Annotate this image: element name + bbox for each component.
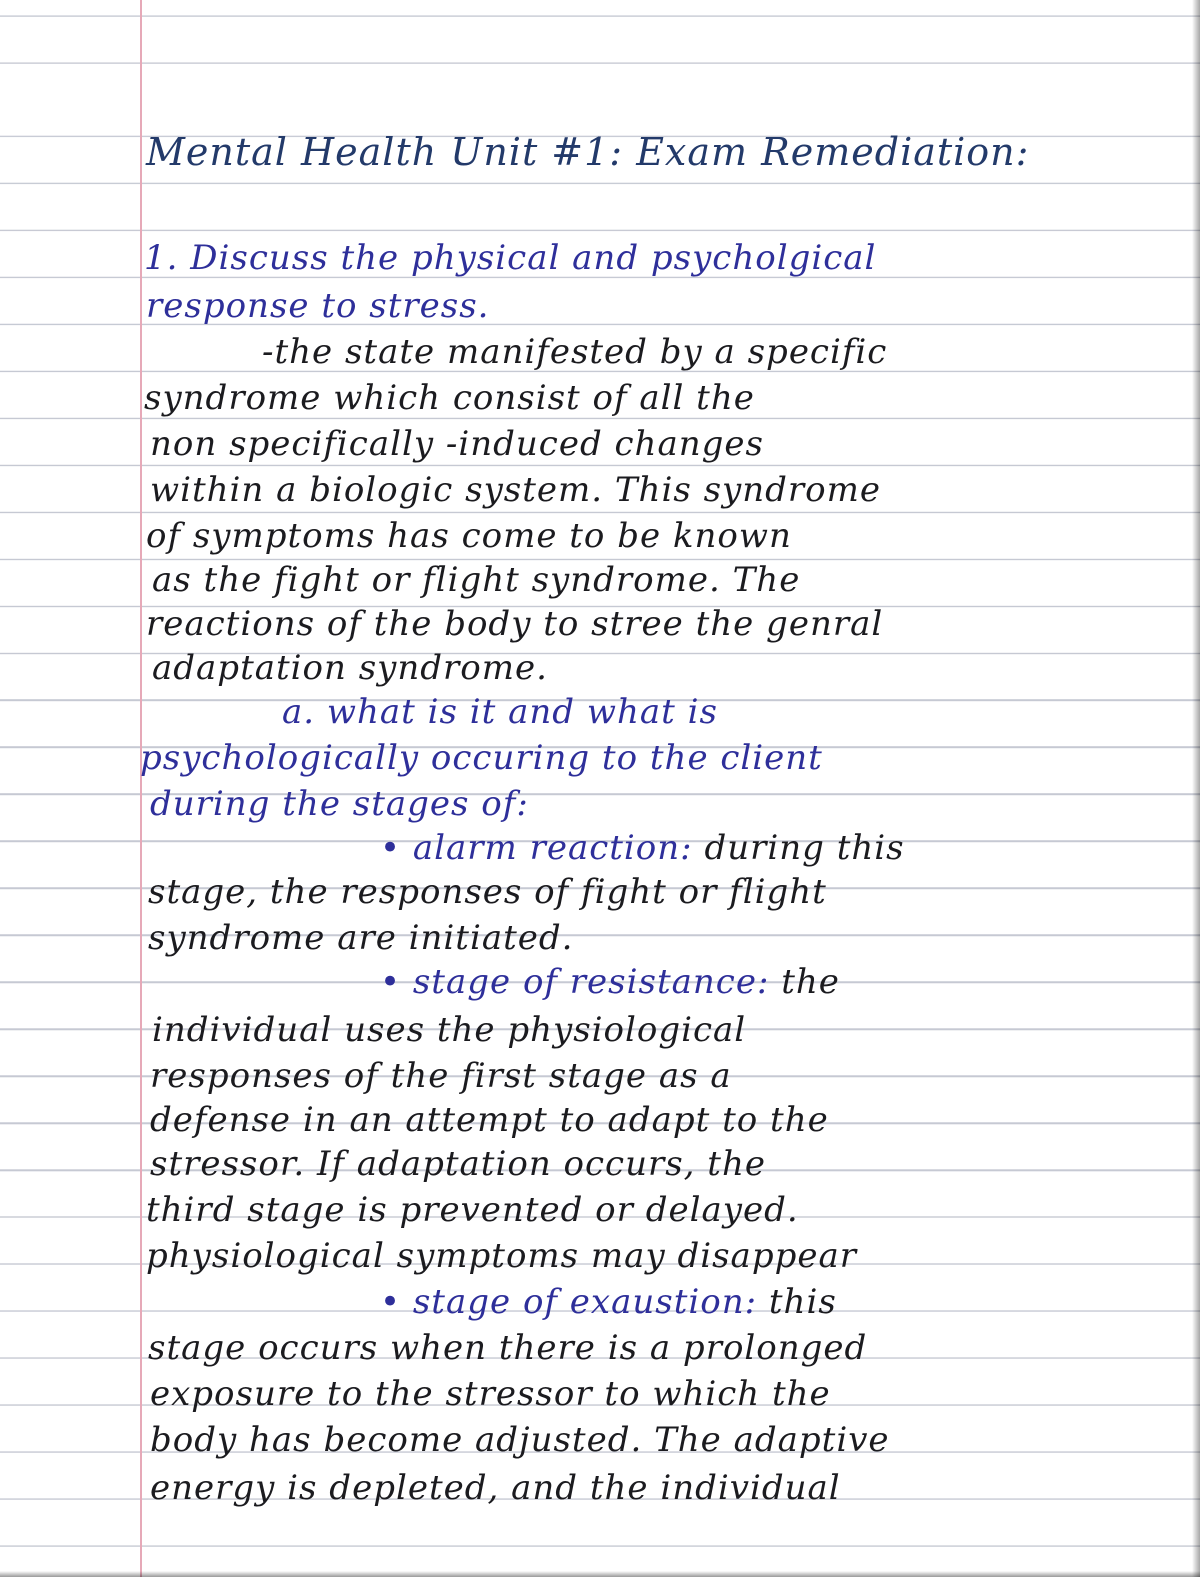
- resistance-line-4: defense in an attempt to adapt to the: [150, 1100, 829, 1140]
- margin-line: [140, 0, 142, 1577]
- exhaustion-line-3: exposure to the stressor to which the: [150, 1374, 831, 1414]
- answer-line-8: adaptation syndrome.: [152, 648, 548, 688]
- alarm-reaction-line-3: syndrome are initiated.: [148, 918, 574, 958]
- answer-line-2: syndrome which consist of all the: [144, 378, 755, 418]
- page-bottom-shadow: [0, 1571, 1200, 1577]
- answer-line-1: -the state manifested by a specific: [262, 332, 888, 372]
- page-title: Mental Health Unit #1: Exam Remediation:: [146, 130, 1030, 174]
- sub-question-line-2: psychologically occuring to the client: [140, 738, 823, 778]
- exhaustion-line: [380, 1282, 837, 1322]
- question-heading-line-1: 1. Discuss the physical and psycholgical: [144, 238, 877, 278]
- sub-question-line-3: during the stages of:: [150, 784, 529, 824]
- sub-question-line-1: a. what is it and what is: [282, 692, 718, 732]
- stage-label-alarm-reaction: • alarm reaction:: [380, 828, 693, 868]
- resistance-line: [380, 962, 840, 1002]
- resistance-line-7: physiological symptoms may disappear: [146, 1236, 857, 1276]
- resistance-line-2: individual uses the physiological: [152, 1010, 747, 1050]
- resistance-line-6: third stage is prevented or delayed.: [146, 1190, 799, 1230]
- resistance-line-5: stressor. If adaptation occurs, the: [150, 1144, 766, 1184]
- alarm-reaction-line: [380, 828, 905, 868]
- answer-line-7: reactions of the body to stree the genral: [146, 604, 884, 644]
- alarm-reaction-line-2: stage, the responses of fight or flight: [148, 872, 827, 912]
- exhaustion-line-5: energy is depleted, and the individual: [150, 1468, 841, 1508]
- exhaustion-text-start: this: [768, 1282, 837, 1322]
- exhaustion-line-2: stage occurs when there is a prolonged: [148, 1328, 868, 1368]
- alarm-reaction-text-start: during this: [704, 828, 905, 868]
- question-heading-line-2: response to stress.: [146, 286, 490, 326]
- stage-label-resistance: • stage of resistance:: [380, 962, 770, 1002]
- stage-label-exhaustion: • stage of exaustion:: [380, 1282, 758, 1322]
- answer-line-3: non specifically -induced changes: [150, 424, 764, 464]
- page-edge-shadow: [1192, 0, 1200, 1577]
- exhaustion-line-4: body has become adjusted. The adaptive: [150, 1420, 890, 1460]
- answer-line-6: as the fight or flight syndrome. The: [152, 560, 801, 600]
- answer-line-4: within a biologic system. This syndrome: [150, 470, 881, 510]
- resistance-line-3: responses of the first stage as a: [150, 1056, 732, 1096]
- answer-line-5: of symptoms has come to be known: [146, 516, 792, 556]
- resistance-text-start: the: [781, 962, 840, 1002]
